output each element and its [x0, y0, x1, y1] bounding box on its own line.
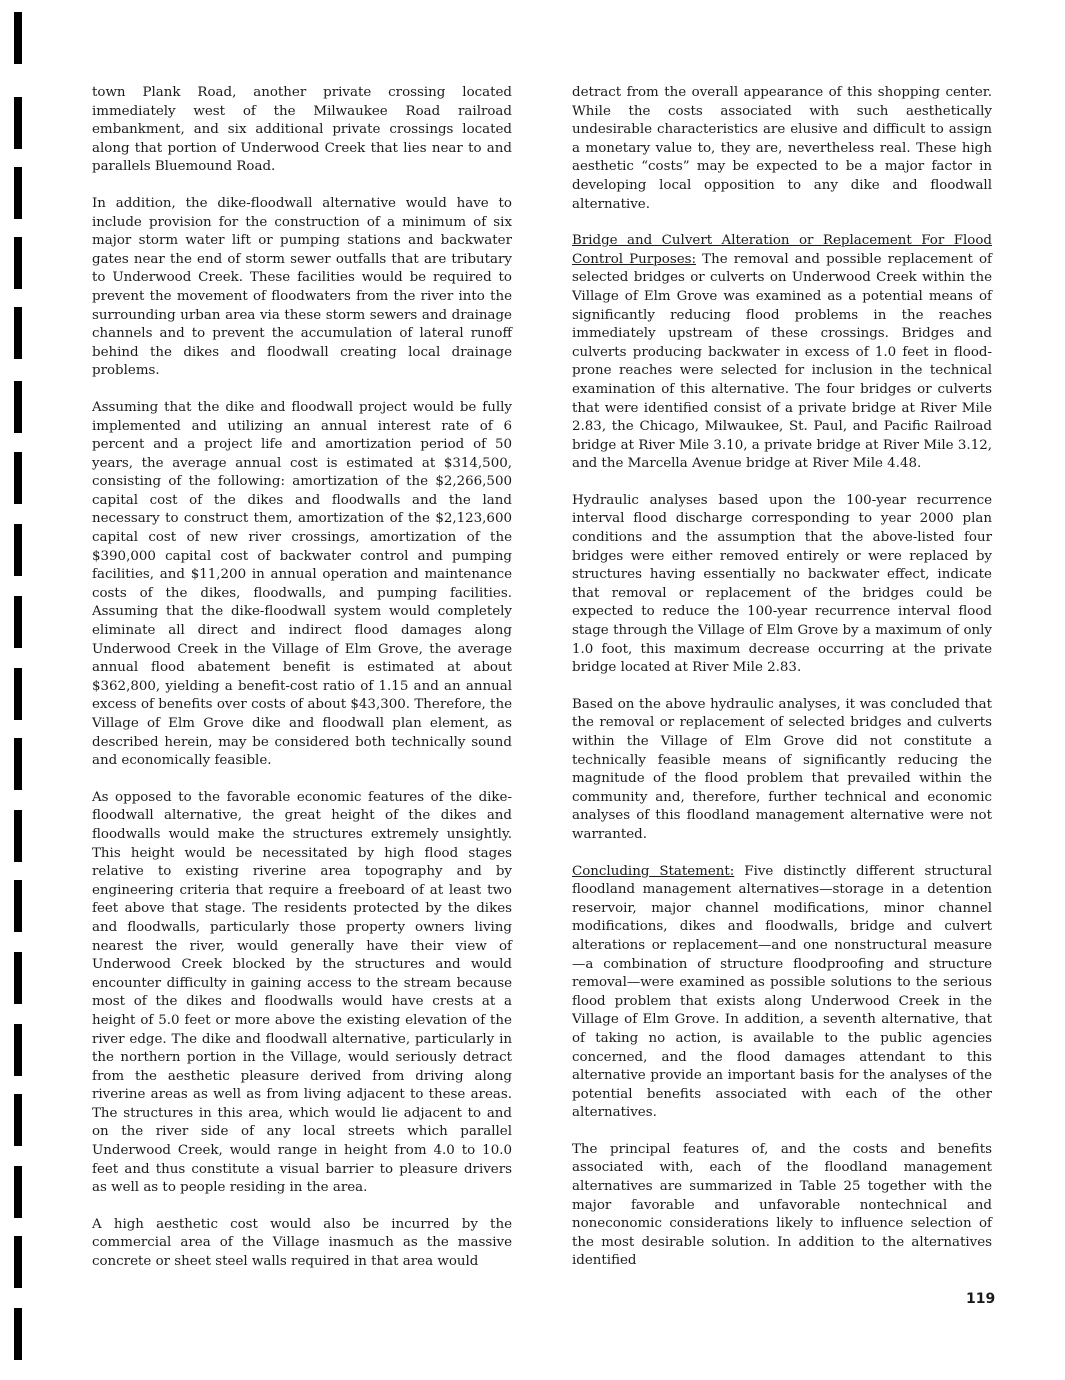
binding-mark: [14, 381, 22, 433]
binding-mark: [14, 810, 22, 862]
right-paragraph-5-body: Five distinctly different structural floodland management alternatives—storage in a detention reservoir, major channel modifications, minor channel modifications, dikes and floodwalls, bridge and culvert alterations or replacement—and one nonstructural measure—a combination of structure floodproofing and structure removal—were examined as possible solutions to the serious flood problem that exists along Underwood Creek in the Village of Elm Grove. In addition, a seventh alternative, that of taking no action, is available to the public agencies concerned, and the flood damages attendant to this alternative provide an important basis for the analyses of the potential benefits associated with each of the other alternatives.: [572, 863, 992, 1121]
right-paragraph-6: The principal features of, and the costs and benefits associated with, each of the floodland management alternatives are summarized in Table 25 together with the major favorable and unfavorable nontechnical and noneconomic considerations likely to influence selection of the most desirable solution. In addition to the alternatives identified: [572, 1141, 992, 1269]
binding-mark: [14, 1236, 22, 1288]
binding-mark: [14, 307, 22, 359]
right-paragraph-4: Based on the above hydraulic analyses, it was concluded that the removal or replacement of selected bridges and culverts within the Village of Elm Grove did not constitute a technically feasible means of significantly reducing the magnitude of the flood problem that prevailed within the community and, therefore, further technical and economic analyses of this floodland management alternative were not warranted.: [572, 696, 992, 842]
binding-mark: [14, 738, 22, 790]
section-heading-bridge-culvert: Bridge and Culvert Alteration or Replacement For Flood Control Purposes:: [572, 233, 992, 267]
binding-mark: [14, 524, 22, 576]
binding-mark: [14, 12, 22, 64]
binding-mark: [14, 880, 22, 932]
binding-mark: [14, 952, 22, 1004]
right-column: [572, 84, 992, 1289]
left-paragraph-3: Assuming that the dike and floodwall project would be fully implemented and utilizing an annual interest rate of 6 percent and a project life and amortization period of 50 years, the average annual cost is estimated at $314,500, consisting of the following: amortization of the $2,266,500 capital cost of the dikes and floodwalls and the land necessary to construct them, amortization of the $2,123,600 capital cost of new river crossings, amortization of the $390,000 capital cost of backwater control and pumping facilities, and $11,200 in annual operation and maintenance costs of the dikes, floodwalls, and pumping facilities. Assuming that the dike-floodwall system would completely eliminate all direct and indirect flood damages along Underwood Creek in the Village of Elm Grove, the average annual flood abatement benefit is estimated at about $362,800, yielding a benefit-cost ratio of 1.15 and an annual excess of benefits over costs of about $43,300. Therefore, the Village of Elm Grove dike and floodwall plan element, as described herein, may be considered both technically sound and economically feasible.: [92, 399, 512, 769]
binding-mark: [14, 1166, 22, 1218]
binding-mark: [14, 97, 22, 149]
left-paragraph-4: As opposed to the favorable economic features of the dike-floodwall alternative, the great height of the dikes and floodwalls would make the structures extremely unsightly. This height would be necessitated by high flood stages relative to existing riverine area topography and by engineering criteria that require a freeboard of at least two feet above that stage. The residents protected by the dikes and floodwalls, particularly those property owners living nearest the river, would generally have their view of Underwood Creek blocked by the structures and would encounter difficulty in gaining access to the stream because most of the dikes and floodwalls would have crests at a height of 5.0 feet or more above the existing elevation of the river edge. The dike and floodwall alternative, particularly in the northern portion in the Village, would seriously detract from the aesthetic pleasure derived from driving along riverine areas as well as from living adjacent to these areas. The structures in this area, which would lie adjacent to and on the river side of any local streets which parallel Underwood Creek, would range in height from 4.0 to 10.0 feet and thus constitute a visual barrier to pleasure drivers as well as to people residing in the area.: [92, 789, 512, 1196]
binding-mark: [14, 452, 22, 504]
right-paragraph-3: Hydraulic analyses based upon the 100-year recurrence interval flood discharge corresponding to year 2000 plan conditions and the assumption that the above-listed four bridges were either removed entirely or were replaced by structures having essentially no backwater effect, indicate that removal or replacement of the bridges could be expected to reduce the 100-year recurrence interval flood stage through the Village of Elm Grove by a maximum of only 1.0 foot, this maximum decrease occurring at the private bridge located at River Mile 2.83.: [572, 492, 992, 676]
left-paragraph-2: In addition, the dike-floodwall alternative would have to include provision for the construction of a minimum of six major storm water lift or pumping stations and backwater gates near the end of storm sewer outfalls that are tributary to Underwood Creek. These facilities would be required to prevent the movement of floodwaters from the river into the surrounding urban area via these storm sewers and drainage channels and to prevent the accumulation of lateral runoff behind the dikes and floodwall creating local drainage problems.: [92, 195, 512, 379]
section-heading-concluding-statement: Concluding Statement:: [572, 863, 735, 879]
left-paragraph-5: A high aesthetic cost would also be incurred by the commercial area of the Village inasmuch as the massive concrete or sheet steel walls required in that area would: [92, 1216, 512, 1270]
page-number: 119: [966, 1291, 996, 1307]
binding-mark: [14, 668, 22, 720]
binding-mark: [14, 1094, 22, 1146]
right-paragraph-2: [572, 232, 992, 474]
right-paragraph-1: detract from the overall appearance of this shopping center. While the costs associated with such aesthetically undesirable characteristics are elusive and difficult to assign a monetary value to, they are, nevertheless real. These high aesthetic “costs” may be expected to be a major factor in developing local opposition to any dike and floodwall alternative.: [572, 85, 992, 212]
binding-mark: [14, 167, 22, 219]
right-paragraph-2-body: The removal and possible replacement of selected bridges or culverts on Underwood Creek within the Village of Elm Grove was examined as a potential means of significantly reducing flood problems in the reaches immediately upstream of these crossings. Bridges and culverts producing backwater in excess of 1.0 feet in flood-prone reaches were selected for inclusion in the technical examination of this alternative. The four bridges or culverts that were identified consist of a private bridge at River Mile 2.83, the Chicago, Milwaukee, St. Paul, and Pacific Railroad bridge at River Mile 3.10, a private bridge at River Mile 3.12, and the Marcella Avenue bridge at River Mile 4.48.: [572, 251, 992, 472]
left-column: [92, 84, 512, 1290]
binding-mark: [14, 1024, 22, 1076]
binding-mark: [14, 1308, 22, 1360]
binding-mark: [14, 596, 22, 648]
binding-mark: [14, 237, 22, 289]
left-paragraph-1: town Plank Road, another private crossing located immediately west of the Milwaukee Road railroad embankment, and six additional private crossings located along that portion of Underwood Creek that lies near to and parallels Bluemound Road.: [92, 85, 512, 175]
right-paragraph-5: [572, 863, 992, 1123]
